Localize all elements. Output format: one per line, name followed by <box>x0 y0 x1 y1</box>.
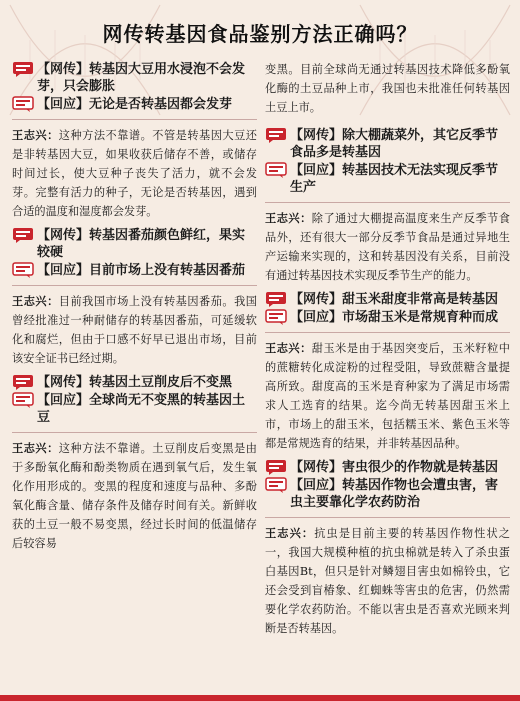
rumor-text: 【网传】除大棚蔬菜外，其它反季节食品多是转基因 <box>290 128 499 160</box>
right-column <box>265 60 510 644</box>
page-title: 网传转基因食品鉴别方法正确吗？ <box>102 22 418 46</box>
response-text: 【回应】全球尚无不变黑的转基因土豆 <box>37 393 246 425</box>
qa-item-sweet-corn <box>265 291 510 453</box>
divider <box>12 285 257 286</box>
response-text: 【回应】市场甜玉米是常规育种而成 <box>290 310 499 325</box>
speaker-name: 王志兴： <box>12 294 59 308</box>
speaker-name: 王志兴： <box>12 441 59 455</box>
response-line <box>12 96 257 113</box>
answer-text: 除了通过大棚提高温度来生产反季节食品外，还有很大一部分反季节食品是通过异地生产运输来实现的，这和转基因没有关系，目前没有通过转基因技术实现反季节生产的能力。 <box>265 212 510 282</box>
rumor-line <box>12 61 257 95</box>
rumor-speech-icon <box>265 459 287 476</box>
qa-item-off-season <box>265 127 510 285</box>
left-column <box>12 60 257 559</box>
response-speech-icon <box>12 262 34 279</box>
bottom-accent-bar <box>0 695 520 701</box>
response-speech-icon <box>265 477 287 494</box>
headline-area <box>0 18 520 47</box>
answer-text: 抗虫是目前主要的转基因作物性状之一，我国大规模种植的抗虫棉就是转入了杀虫蛋白基因Bt，但只是针对鳞翅目害虫如棉铃虫，它还会受到盲椿象、红蜘蛛等害虫的危害，仍然需要化学农药防治。不能以害虫是否喜欢光顾来判断是否转基因。 <box>265 527 510 635</box>
response-speech-icon <box>12 96 34 113</box>
answer-paragraph <box>265 209 510 285</box>
speaker-name: 王志兴： <box>265 526 315 540</box>
response-text: 【回应】无论是否转基因都会发芽 <box>37 97 233 112</box>
divider <box>265 202 510 203</box>
response-text: 【回应】目前市场上没有转基因番茄 <box>37 263 246 278</box>
response-line <box>265 162 510 196</box>
qa-item-pests <box>265 459 510 638</box>
rumor-line <box>265 459 510 476</box>
speaker-name: 王志兴： <box>12 128 59 142</box>
answer-paragraph <box>265 524 510 638</box>
response-speech-icon <box>12 392 34 409</box>
response-speech-icon <box>265 309 287 326</box>
response-text: 【回应】转基因技术无法实现反季节生产 <box>290 163 499 195</box>
answer-paragraph <box>12 439 257 553</box>
answer-paragraph <box>12 292 257 368</box>
rumor-text: 【网传】转基因番茄颜色鲜红，果实较硬 <box>37 228 246 260</box>
rumor-line <box>12 227 257 261</box>
answer-text: 目前我国市场上没有转基因番茄。我国曾经批准过一种耐储存的转基因番茄，可延缓软化和腐烂，但由于口感不好早已退出市场，目前该安全证书已经过期。 <box>12 295 257 365</box>
divider <box>12 432 257 433</box>
rumor-speech-icon <box>12 61 34 78</box>
rumor-speech-icon <box>12 374 34 391</box>
response-line <box>265 477 510 511</box>
response-line <box>265 309 510 326</box>
answer-continuation: 变黑。目前全球尚无通过转基因技术降低多酚氧化酶的土豆品种上市，我国也未批准任何转基因土豆上市。 <box>265 63 510 114</box>
rumor-speech-icon <box>265 127 287 144</box>
rumor-text: 【网传】转基因土豆削皮后不变黑 <box>37 375 233 390</box>
qa-item-tomato <box>12 227 257 368</box>
response-line <box>12 392 257 426</box>
rumor-text: 【网传】害虫很少的作物就是转基因 <box>290 460 499 475</box>
speaker-name: 王志兴： <box>265 341 312 355</box>
rumor-line <box>265 291 510 308</box>
answer-text: 这种方法不靠谱。土豆削皮后变黑是由于多酚氧化酶和酚类物质在遇到氧气后，发生氧化作用形成的。变黑的程度和速度与品种、多酚氧化酶含量、储存条件及储存时间有关。新鲜收获的土豆一般不易变黑，经过长时间的低温储存后较容易 <box>12 442 257 550</box>
rumor-speech-icon <box>12 227 34 244</box>
divider <box>12 119 257 120</box>
rumor-text: 【网传】甜玉米甜度非常高是转基因 <box>290 292 499 307</box>
answer-text: 这种方法不靠谱。不管是转基因大豆还是非转基因大豆，如果收获后储存不善，或储存时间过长，使大豆种子丧失了活力，就不会发芽。完整有活力的种子，无论是否转基因，遇到合适的温度和湿度都会发芽。 <box>12 129 257 218</box>
divider <box>265 332 510 333</box>
rumor-line <box>12 374 257 391</box>
divider <box>265 517 510 518</box>
response-line <box>12 262 257 279</box>
rumor-line <box>265 127 510 161</box>
answer-paragraph <box>12 126 257 221</box>
response-text: 【回应】转基因作物也会遭虫害，害虫主要靠化学农药防治 <box>290 478 499 510</box>
response-speech-icon <box>265 162 287 179</box>
rumor-speech-icon <box>265 291 287 308</box>
answer-text: 甜玉米是由于基因突变后，玉米籽粒中的蔗糖转化成淀粉的过程受阻，导致蔗糖含量提高所致。甜度高的玉米是育种家为了满足市场需求人工选育的结果。迄今尚无转基因甜玉米上市，市场上的甜玉米，包括糯玉米、紫色玉米等都是常规选育的结果，并非转基因品种。 <box>265 342 510 450</box>
qa-item-potato <box>12 374 257 553</box>
speaker-name: 王志兴： <box>265 211 312 225</box>
answer-paragraph <box>265 339 510 453</box>
qa-item-soybean <box>12 61 257 221</box>
rumor-text: 【网传】转基因大豆用水浸泡不会发芽，只会膨胀 <box>37 62 246 94</box>
